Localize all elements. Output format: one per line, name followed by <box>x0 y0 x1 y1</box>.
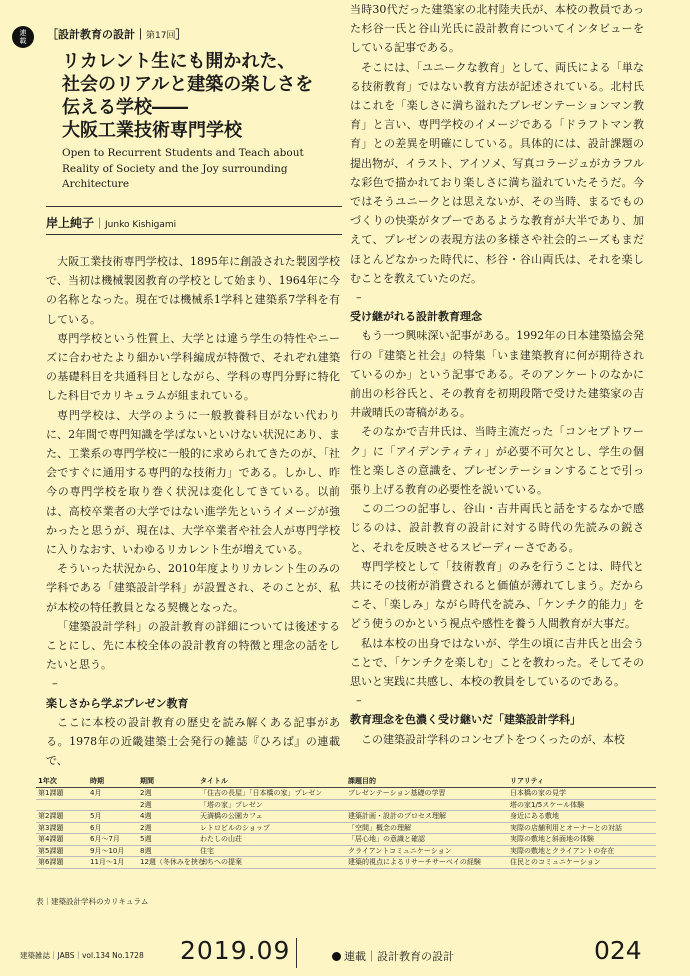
article-title <box>62 50 332 142</box>
table-cell: 住宅 <box>198 845 346 857</box>
table-header-cell: 課題目的 <box>346 775 508 788</box>
paragraph: そのなかで吉井氏は、当時主流だった「コンセプトワーク」に「アイデンティティ」が必要不可欠とし、学生の個性と楽しさの意識を、プレゼンテーションすることで引っ張り上げる教育の必要性を説いている。 <box>350 425 644 497</box>
table-cell: 5週 <box>138 834 198 846</box>
bullet-icon <box>332 952 341 961</box>
table-row <box>36 822 656 834</box>
series-name: 設計教育の設計 <box>58 28 135 41</box>
caption-label: 表 <box>36 897 44 906</box>
table-cell: 第3課題 <box>36 822 88 834</box>
title-line: 大阪工業技術専門学校 <box>62 120 242 141</box>
title-rule <box>46 206 342 207</box>
paragraph: この建築設計学科のコンセプトをつくったのが、本校 <box>361 732 625 746</box>
table-cell: 身近にある敷地 <box>508 811 656 823</box>
series-label: ［設計教育の設計｜第17回］ <box>47 28 187 41</box>
table-row <box>36 845 656 857</box>
table-cell: 2週 <box>138 788 198 800</box>
table-cell: 第2課題 <box>36 811 88 823</box>
section-separator: – <box>356 694 362 708</box>
table-cell: 第5課題 <box>36 845 88 857</box>
table-cell: 塔の家1/5スケール体験 <box>508 799 656 811</box>
table-cell: 建築計画・設計のプロセス理解 <box>346 811 508 823</box>
footer-divider <box>296 938 297 968</box>
table-cell: 6月 <box>88 822 138 834</box>
table-cell: 日本橋の家の見学 <box>508 788 656 800</box>
page-number: 024 <box>594 936 642 965</box>
table-cell: 8週 <box>138 845 198 857</box>
footer-section-name: 設計教育の設計 <box>377 950 454 963</box>
title-line: 伝える学校―― <box>62 97 188 118</box>
table-cell: レトロビルのショップ <box>198 822 346 834</box>
paragraph: ここに本校の設計教育の歴史を読み解くある記事がある。1978年の近畿建築士会発行の雑誌『ひろば』の連載で、 <box>46 715 340 768</box>
table-cell: 2週 <box>138 799 198 811</box>
body-column-left <box>46 252 340 768</box>
table-row <box>36 788 656 800</box>
section-heading: 楽しさから学ぶプレゼン教育 <box>46 696 189 710</box>
paragraph: そこには、「ユニークな教育」として、両氏による「単なる技術教育」ではない教育方法が記述されている。北村氏はこれを「楽しさに満ち溢れたプレゼンテーションマン教育」と言い、専門学校のイメージである「ドラフトマン教育」との差異を明確にしている。具体的には、設計課題の提出物が、イラスト、アイソメ、写真コラージュがカラフルな彩色で描かれており楽しさに満ち溢れていたそうだ。今ではそうユニークとは思えないが、その当時、まるでものづくりの快楽がタブーであるような教育が大半であり、加えて、プレゼンの表現方法の多様さや社会的ニーズもまだほとんどなかった時代に、杉谷・谷山両氏は、それを楽しむことを教えていたのだ。 <box>350 60 644 285</box>
table-row <box>36 857 656 869</box>
table-header-cell: 1年次 <box>36 775 88 788</box>
table-header-cell: 時期 <box>88 775 138 788</box>
paragraph: そういった状況から、2010年度よりリカレント生のみの学科である「建築設計学科」が設置され、そのことが、私が本校の特任教員となる契機となった。 <box>46 562 340 614</box>
table-cell <box>36 799 88 811</box>
table-cell: 6月〜7月 <box>88 834 138 846</box>
table-caption: 表｜建築設計学科のカリキュラム <box>36 897 149 906</box>
table-cell <box>88 799 138 811</box>
table-cell: 実際の敷地とクライアントの存在 <box>508 845 656 857</box>
section-heading: 教育理念を色濃く受け継いだ「建築設計学科」 <box>350 713 581 727</box>
author-roman: Junko Kishigami <box>105 220 177 230</box>
table-cell: 「住吉の長屋」「日本橋の家」プレゼン <box>198 788 346 800</box>
body-column-right <box>350 0 644 747</box>
table-cell: プレゼンテーション基礎の学習 <box>346 788 508 800</box>
table-row <box>36 799 656 811</box>
table-cell <box>346 799 508 811</box>
table-cell: 「塔の家」プレゼン <box>198 799 346 811</box>
table-header-cell: 期間 <box>138 775 198 788</box>
table-cell: クライアントコミュニケーション <box>346 845 508 857</box>
paragraph: 専門学校は、大学のように一般教養科目がない代わりに、2年間で専門知識を学ばないといけない状況にあり、また、工業系の専門学校に一般的に求められてきたのが、「社会ですぐに通用する専門的な技術力」である。しかし、昨今の専門学校を取り巻く状況は変化してきている。以前は、高校卒業者の大学ではない進学先というイメージが強かったと思うが、現在は、大学卒業者や社会人が専門学校に入りなおす、いわゆるリカレント生が増えている。 <box>46 408 340 557</box>
table-cell: 4月 <box>88 788 138 800</box>
section-heading: 受け継がれる設計教育理念 <box>350 310 482 324</box>
table-cell: 天満橋の公園カフェ <box>198 811 346 823</box>
table-cell: 11月〜1月 <box>88 857 138 869</box>
table-cell: 2週 <box>138 822 198 834</box>
caption-text: 建築設計学科のカリキュラム <box>51 897 149 906</box>
table-header-cell: リアリティ <box>508 775 656 788</box>
table-cell: 「空間」概念の理解 <box>346 822 508 834</box>
title-line: 社会のリアルと建築の楽しさを <box>62 74 314 95</box>
serial-badge: 連 載 <box>12 26 34 48</box>
table-header-cell: タイトル <box>198 775 346 788</box>
table-cell: まちへの提案 <box>198 857 346 869</box>
table-cell: 第1課題 <box>36 788 88 800</box>
table-cell: 建築的視点によるリサーチサーベイの経験 <box>346 857 508 869</box>
paragraph: 大阪工業技術専門学校は、1895年に創設された製図学校で、当初は機械製図教育の学校として始まり、1964年に今の名称となった。現在では機械系1学科と建築系7学科を有している。 <box>46 255 340 326</box>
table-cell: 住民とのコミュニケーション <box>508 857 656 869</box>
footer-magazine: 建築雑誌｜JABS｜vol.134 No.1728 <box>20 951 144 960</box>
table-cell: わたしの山荘 <box>198 834 346 846</box>
footer-section: 連載｜設計教育の設計 <box>332 948 454 964</box>
table-cell: 9月〜10月 <box>88 845 138 857</box>
curriculum-table <box>36 775 656 869</box>
section-separator: – <box>356 291 362 305</box>
paragraph: 専門学校という性質上、大学とは違う学生の特性やニーズに合わせたより細かい学科編成が特徴で、それぞれ建築の基礎科目を共通科目としながら、学科の専門分野に特化した科目でカリキュラムが組まれている。 <box>46 331 340 403</box>
table-cell: 5月 <box>88 811 138 823</box>
table-cell: 「居心地」の意識と確認 <box>346 834 508 846</box>
section-separator: – <box>52 677 58 691</box>
paragraph: この二つの記事し、谷山・吉井両氏と話をするなかで感じるのは、設計教育の設計に対する時代の先読みの鋭さと、それを反映させるスピーディーさである。 <box>350 502 644 554</box>
table-row <box>36 811 656 823</box>
table-cell: 4週 <box>138 811 198 823</box>
table-header-row <box>36 775 656 788</box>
table-cell: 実際の店舗利用とオーナーとの対話 <box>508 822 656 834</box>
table-cell: 第4課題 <box>36 834 88 846</box>
table-cell: 実際の敷地と斜面地の体験 <box>508 834 656 846</box>
author-rule <box>46 234 342 235</box>
english-title: Open to Recurrent Students and Teach about Reality of Society and the Joy surrounding Architecture <box>62 147 304 190</box>
paragraph: 専門学校として「技術教育」のみを行うことは、時代と共にその技術が消費されると価値が薄れてしまう。だからこそ、「楽しみ」ながら時代を読み、「ケンチク的能力」をどう使うのかという視点や感性を養う人間教育が大事だ。 <box>350 559 644 631</box>
paragraph: 当時30代だった建築家の北村陸夫氏が、本校の教員であった杉谷一氏と谷山光氏に設計教育についてインタビューをしている記事である。 <box>350 3 644 55</box>
paragraph: 私は本校の出身ではないが、学生の頃に吉井氏と出会うことで、「ケンチクを楽しむ」ことを教わった。そしてその思いと実践に共感し、本校の教員をしているのである。 <box>350 636 644 689</box>
footer-section-tag: 連載 <box>344 950 366 963</box>
paragraph: もう一つ興味深い記事がある。1992年の日本建築協会発行の『建築と社会』の特集「いま建築教育に何が期待されているのか」という記事である。そのアンケートのなかに前出の杉谷氏と、その教育を初期段階で受けた建築家の吉井歳晴氏の寄稿がある。 <box>350 329 644 420</box>
series-number: 第17回 <box>146 31 176 41</box>
table-row <box>36 834 656 846</box>
paragraph: 「建築設計学科」の設計教育の詳細については後述することにし、先に本校全体の設計教育の特徴と理念の話をしたいと思う。 <box>46 619 340 672</box>
table-cell: 第6課題 <box>36 857 88 869</box>
title-line: リカレント生にも開かれた、 <box>62 51 296 72</box>
footer-date: 2019.09 <box>180 936 291 965</box>
table-cell: 12週（冬休みを挟む） <box>140 858 212 867</box>
author-name: 岸上純子 <box>46 216 95 230</box>
author-byline: 岸上純子｜Junko Kishigami <box>46 216 177 230</box>
